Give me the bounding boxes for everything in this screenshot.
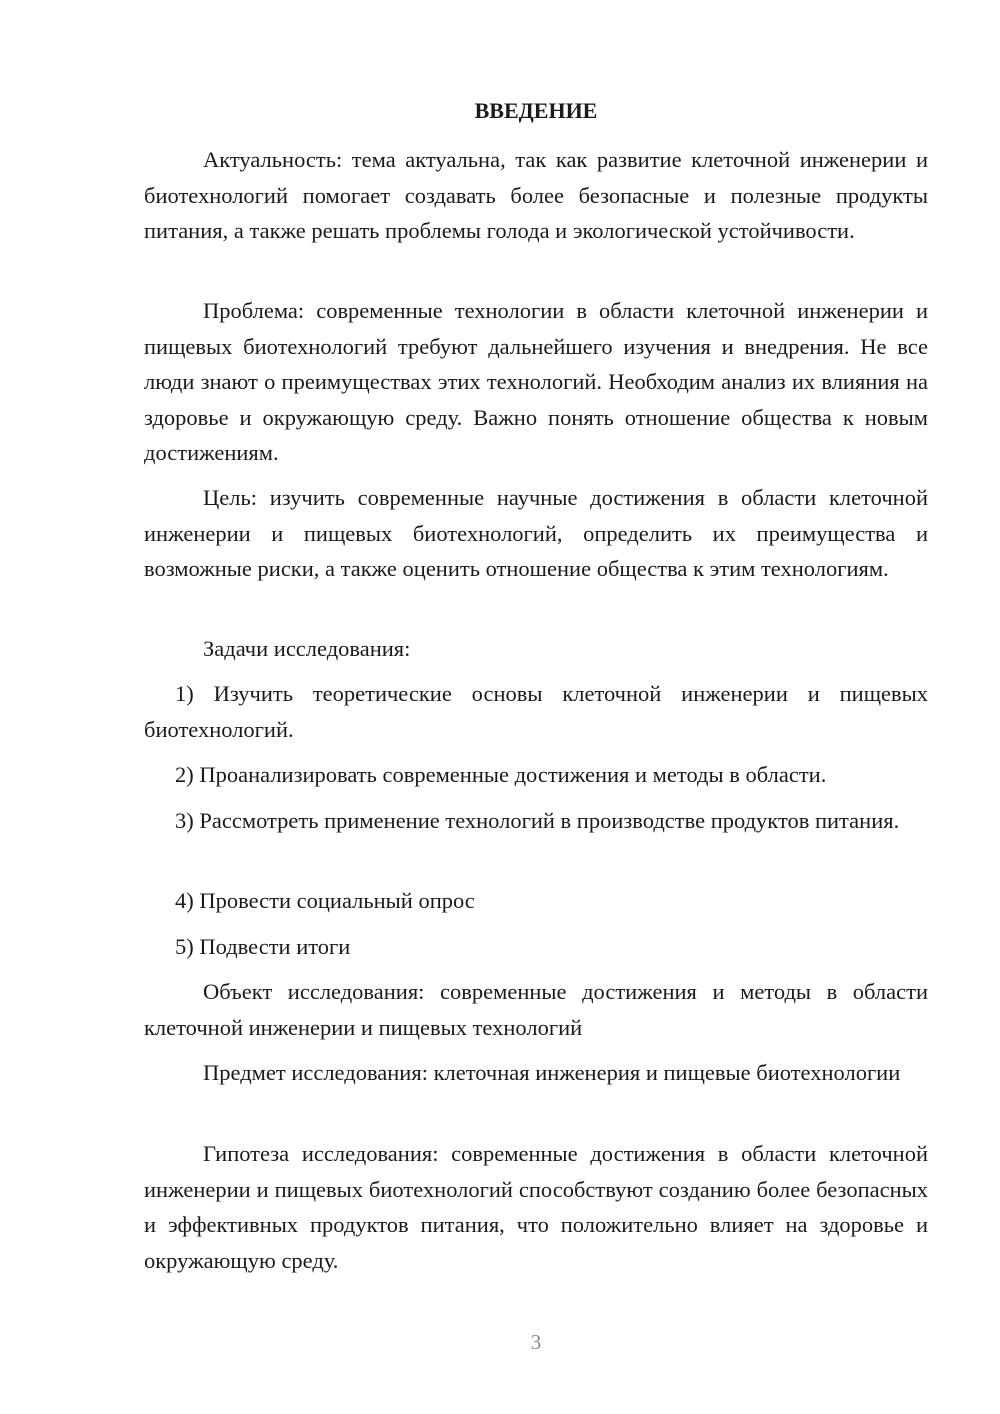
page-title: ВВЕДЕНИЕ [474,98,598,123]
relevance-paragraph: Актуальность: тема актуальна, так как развитие клеточной инженерии и биотехнологий помогает создавать более безопасные и полезные продукты питания, а также решать проблемы голода и экологической устойчивости. [144,147,928,243]
object-paragraph: Объект исследования: современные достижения и методы в области клеточной инженерии и пищевых технологий [144,979,928,1040]
subject-paragraph: Предмет исследования: клеточная инженерия и пищевые биотехнологии [203,1060,901,1085]
tasks-heading: Задачи исследования: [203,636,411,661]
task-item-4: 4) Провести социальный опрос [175,888,475,913]
task-item-3: 3) Рассмотреть применение технологий в производстве продуктов питания. [175,808,900,833]
hypothesis-paragraph: Гипотеза исследования: современные достижения в области клеточной инженерии и пищевых биотехнологий способствуют созданию более безопасных и эффективных продуктов питания, что положительно влияет на здоровье и окружающую среду. [144,1141,928,1273]
page-number: 3 [530,1330,542,1354]
task-item-5: 5) Подвести итоги [175,934,351,959]
goal-paragraph: Цель: изучить современные научные достижения в области клеточной инженерии и пищевых биотехнологий, определить их преимущества и возможные риски, а также оценить отношение общества к этим технологиям. [144,485,928,581]
task-item-2: 2) Проанализировать современные достижения и методы в области. [175,762,827,787]
task-item-1: 1) Изучить теоретические основы клеточной инженерии и пищевых биотехнологий. [144,681,928,742]
problem-paragraph: Проблема: современные технологии в области клеточной инженерии и пищевых биотехнологий требуют дальнейшего изучения и внедрения. Не все люди знают о преимуществах этих технологий. Необходим анализ их влияния на здоровье и окружающую среду. Важно понять отношение общества к новым достижениям. [144,298,928,465]
